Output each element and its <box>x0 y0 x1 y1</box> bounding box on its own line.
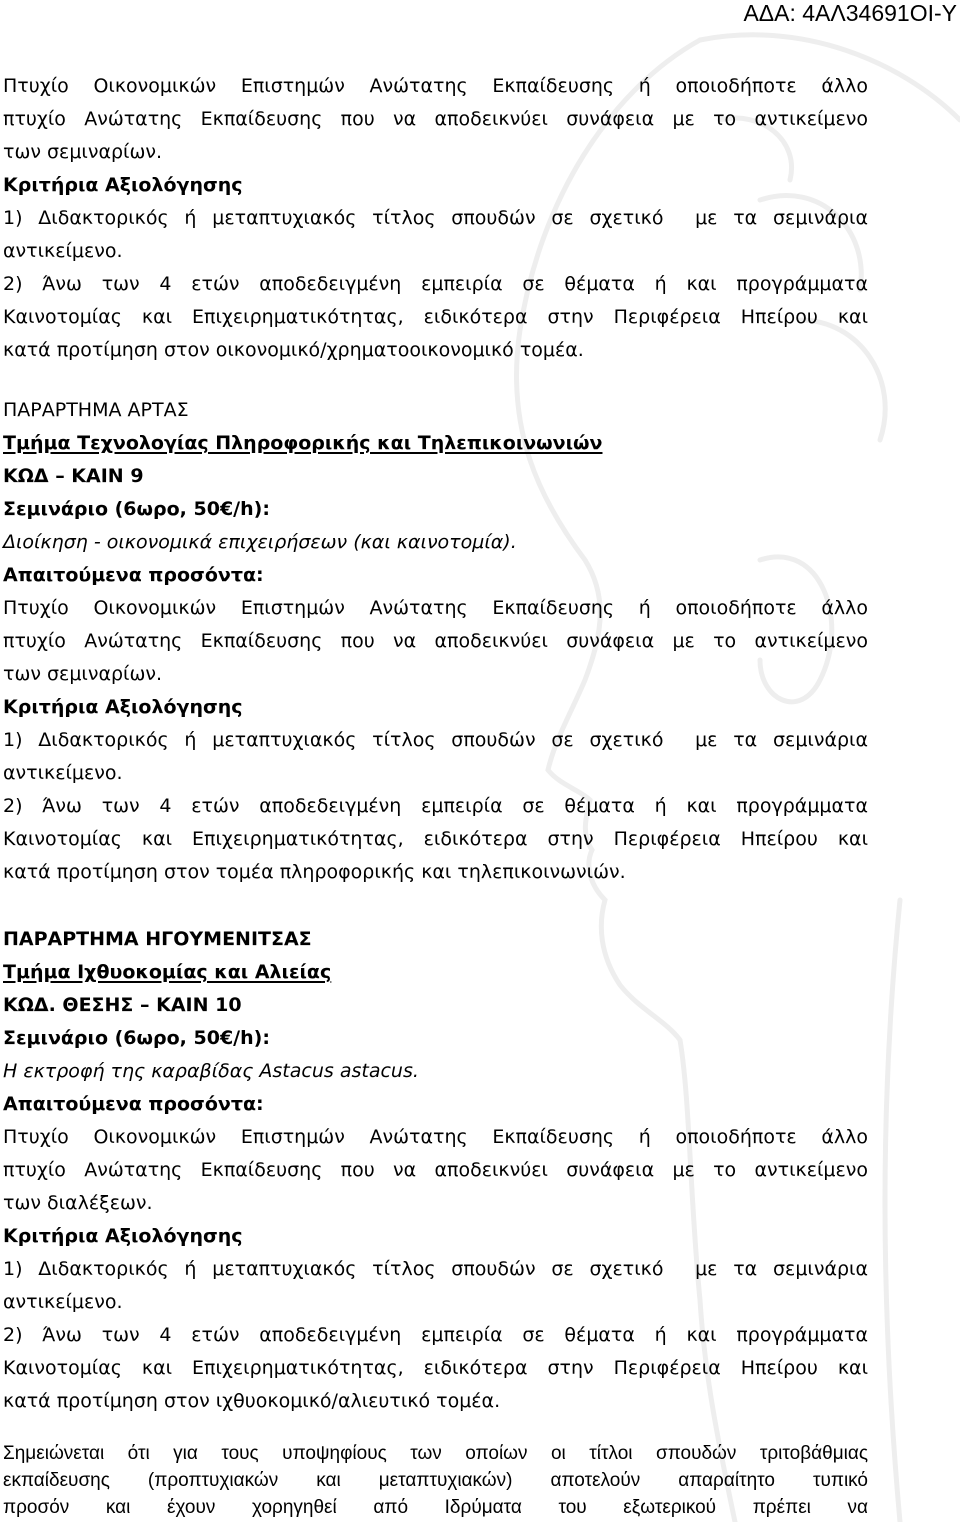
criteria-line: 1) Διδακτορικός ή μεταπτυχιακός τίτλος σπουδών σε σχετικό με τα σεμινάρια <box>3 729 868 751</box>
position-code: ΚΩΔ. ΘΕΣΗΣ – ΚΑΙΝ 10 <box>3 994 242 1016</box>
section-spacer <box>3 1418 868 1440</box>
seminar-label: Σεμινάριο (6ωρο, 50€/h): <box>3 498 270 520</box>
criteria-line: κατά προτίμηση στον οικονομικό/χρηματοοικονομικό τομέα. <box>3 339 584 361</box>
igoumenitsa-annex-section <box>3 923 868 1418</box>
qualification-line: των διαλέξεων. <box>3 1192 153 1214</box>
seminar-title: Διοίκηση - οικονομικά επιχειρήσεων (και καινοτομία). <box>3 531 517 553</box>
department-heading: Τμήμα Ιχθυοκομίας και Αλιείας <box>3 961 332 983</box>
qualifications-label: Απαιτούμενα προσόντα: <box>3 1093 264 1115</box>
criteria-line: Καινοτομίας και Επιχειρηματικότητας, ειδικότερα στην Περιφέρεια Ηπείρου και <box>3 306 868 328</box>
criteria-line: κατά προτίμηση στον τομέα πληροφορικής και τηλεπικοινωνιών. <box>3 861 626 883</box>
qualification-line: των σεμιναρίων. <box>3 663 163 685</box>
previous-position-continuation <box>3 70 868 367</box>
qualification-line: των σεμιναρίων. <box>3 141 163 163</box>
criteria-line: 1) Διδακτορικός ή μεταπτυχιακός τίτλος σπουδών σε σχετικό με τα σεμινάρια <box>3 207 868 229</box>
foreign-degree-note <box>3 1440 868 1521</box>
criteria-title: Κριτήρια Αξιολόγησης <box>3 174 243 196</box>
annex-heading: ΠΑΡΑΡΤΗΜΑ ΑΡΤΑΣ <box>3 399 189 421</box>
seminar-label: Σεμινάριο (6ωρο, 50€/h): <box>3 1027 270 1049</box>
criteria-line: αντικείμενο. <box>3 762 123 784</box>
position-code: ΚΩΔ – ΚΑΙΝ 9 <box>3 465 144 487</box>
section-spacer <box>3 367 868 394</box>
criteria-line: Καινοτομίας και Επιχειρηματικότητας, ειδικότερα στην Περιφέρεια Ηπείρου και <box>3 828 868 850</box>
criteria-title: Κριτήρια Αξιολόγησης <box>3 696 243 718</box>
criteria-title: Κριτήρια Αξιολόγησης <box>3 1225 243 1247</box>
criteria-line: 2) Άνω των 4 ετών αποδεδειγμένη εμπειρία σε θέματα ή και προγράμματα <box>3 1324 868 1346</box>
document-body <box>3 70 868 1521</box>
criteria-line: 2) Άνω των 4 ετών αποδεδειγμένη εμπειρία σε θέματα ή και προγράμματα <box>3 795 868 817</box>
qualification-line: πτυχίο Ανώτατης Εκπαίδευσης που να αποδεικνύει συνάφεια με το αντικείμενο <box>3 630 868 652</box>
arta-annex-section <box>3 394 868 889</box>
qualification-line: Πτυχίο Οικονομικών Επιστημών Ανώτατης Εκπαίδευσης ή οποιοδήποτε άλλο <box>3 1126 868 1148</box>
note-line: προσόν και έχουν χορηγηθεί από Ιδρύματα του εξωτερικού πρέπει να <box>3 1497 868 1518</box>
annex-heading: ΠΑΡΑΡΤΗΜΑ ΗΓΟΥΜΕΝΙΤΣΑΣ <box>3 928 312 950</box>
criteria-line: 2) Άνω των 4 ετών αποδεδειγμένη εμπειρία σε θέματα ή και προγράμματα <box>3 273 868 295</box>
criteria-line: αντικείμενο. <box>3 240 123 262</box>
criteria-line: αντικείμενο. <box>3 1291 123 1313</box>
note-line: Σημειώνεται ότι για τους υποψηφίους των οποίων οι τίτλοι σπουδών τριτοβάθμιας <box>3 1443 868 1464</box>
qualifications-label: Απαιτούμενα προσόντα: <box>3 564 264 586</box>
qualification-line: Πτυχίο Οικονομικών Επιστημών Ανώτατης Εκπαίδευσης ή οποιοδήποτε άλλο <box>3 597 868 619</box>
watermark-neck-outline <box>885 900 900 1522</box>
ada-header: ΑΔΑ: 4ΑΛ34691ΟΙ-Υ <box>743 0 957 26</box>
criteria-line: Καινοτομίας και Επιχειρηματικότητας, ειδικότερα στην Περιφέρεια Ηπείρου και <box>3 1357 868 1379</box>
qualification-line: πτυχίο Ανώτατης Εκπαίδευσης που να αποδεικνύει συνάφεια με το αντικείμενο <box>3 1159 868 1181</box>
criteria-line: 1) Διδακτορικός ή μεταπτυχιακός τίτλος σπουδών σε σχετικό με τα σεμινάρια <box>3 1258 868 1280</box>
seminar-title: Η εκτροφή της καραβίδας Astacus astacus. <box>3 1060 419 1082</box>
qualification-line: πτυχίο Ανώτατης Εκπαίδευσης που να αποδεικνύει συνάφεια με το αντικείμενο <box>3 108 868 130</box>
section-spacer <box>3 889 868 923</box>
department-heading: Τμήμα Τεχνολογίας Πληροφορικής και Τηλεπικοινωνιών <box>3 432 603 454</box>
note-line: εκπαίδευσης (προπτυχιακών και μεταπτυχιακών) αποτελούν απαραίτητο τυπικό <box>3 1470 868 1491</box>
criteria-line: κατά προτίμηση στον ιχθυοκομικό/αλιευτικό τομέα. <box>3 1390 501 1412</box>
qualification-line: Πτυχίο Οικονομικών Επιστημών Ανώτατης Εκπαίδευσης ή οποιοδήποτε άλλο <box>3 75 868 97</box>
